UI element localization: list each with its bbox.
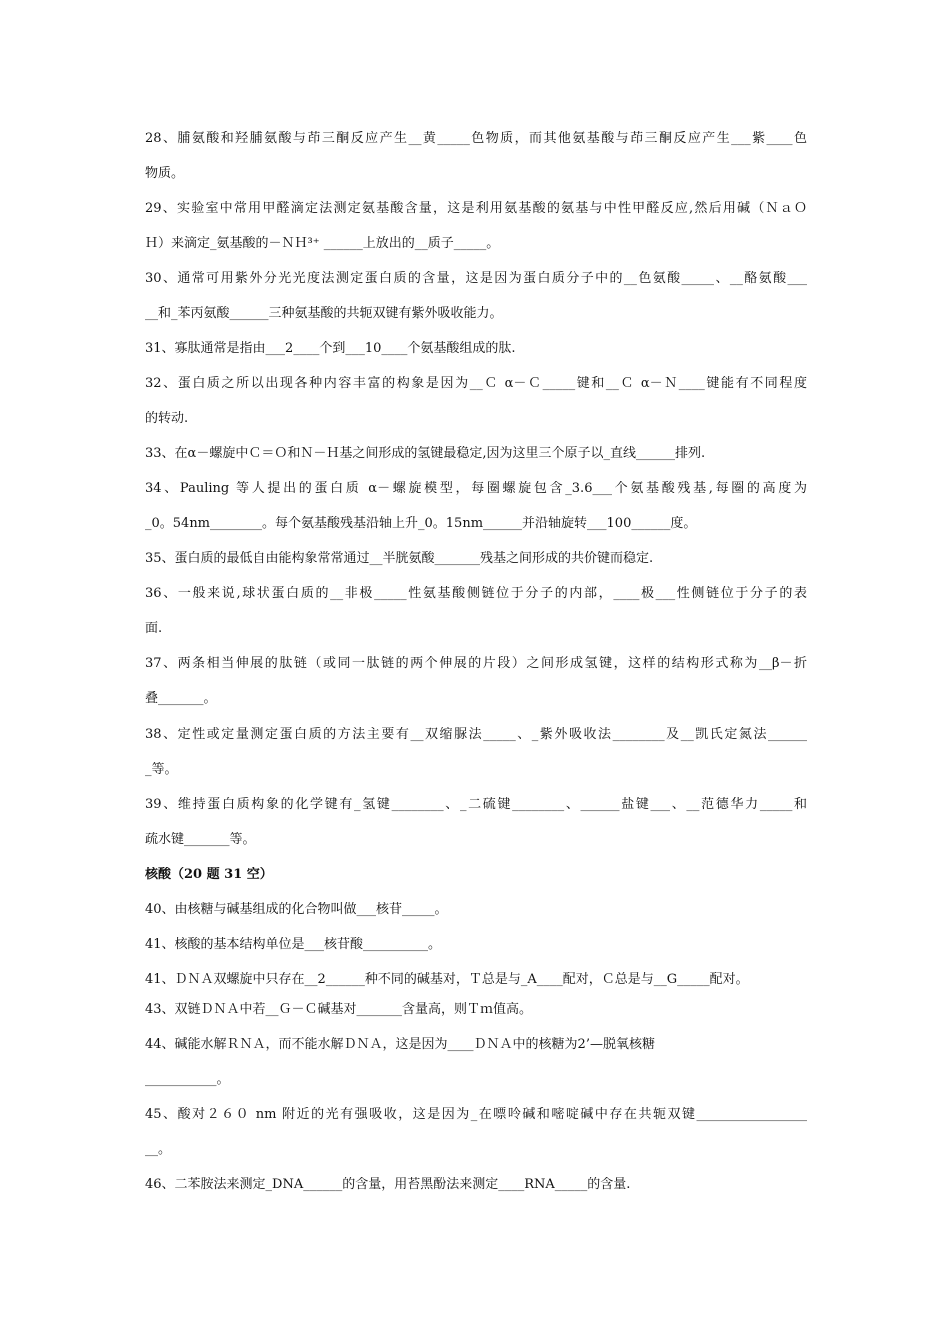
- question-38-line-1: 38、定性或定量测定蛋白质的方法主要有__双缩脲法_____、_紫外吸收法________及__凯氏定氮法______: [145, 727, 807, 742]
- question-28-line-1: 28、脯氨酸和羟脯氨酸与茚三酮反应产生__黄_____色物质，而其他氨基酸与茚三酮反应产生___紫____色: [145, 131, 807, 146]
- section-heading-nucleic-acid: 核酸（20 题 31 空）: [145, 867, 273, 882]
- question-34-line-1: 34、Pauling 等人提出的蛋白质 α－螺旋模型，每圈螺旋包含_3.6___个氨基酸残基,每圈的高度为: [145, 481, 807, 496]
- question-29-line-2: Ｈ）来滴定_氨基酸的－ＮＨ³⁺ ______上放出的__质子_____。: [145, 236, 500, 251]
- question-29-line-1: 29、实验室中常用甲醛滴定法测定氨基酸含量，这是利用氨基酸的氨基与中性甲醛反应,然后用碱（ＮａＯ: [145, 201, 807, 216]
- question-45-line-1: 45、酸对２６０ nm 附近的光有强吸收，这是因为_在嘌呤碱和嘧啶碱中存在共轭双键_________________: [145, 1107, 807, 1122]
- question-37-line-1: 37、两条相当伸展的肽链（或同一肽链的两个伸展的片段）之间形成氢键，这样的结构形式称为__β－折: [145, 656, 807, 671]
- question-39-line-2: 疏水键_______等。: [145, 832, 256, 847]
- question-32-line-2: 的转动.: [145, 411, 189, 426]
- question-45-line-2: __。: [145, 1142, 172, 1157]
- question-35-line: 35、蛋白质的最低自由能构象常常通过__半胱氨酸_______残基之间形成的共价键而稳定.: [145, 551, 654, 566]
- question-31-line: 31、寡肽通常是指由___2____个到___10____个氨基酸组成的肽.: [145, 341, 516, 356]
- question-36-line-2: 面.: [145, 621, 163, 636]
- question-44-line-2: ___________。: [145, 1072, 230, 1087]
- question-41-line: 41、核酸的基本结构单位是___核苷酸__________。: [145, 937, 442, 952]
- question-46-line: 46、二苯胺法来测定_DNA______的含量，用苔黑酚法来测定____RNA_____的含量.: [145, 1177, 631, 1192]
- question-34-line-2: _0。54nm________。每个氨基酸残基沿轴上升_0。15nm______并沿轴旋转___100______度。: [145, 516, 697, 531]
- question-38-line-2: _等。: [145, 762, 178, 777]
- question-37-line-2: 叠_______。: [145, 691, 217, 706]
- question-36-line-1: 36、一般来说,球状蛋白质的__非极_____性氨基酸侧链位于分子的内部，____极___性侧链位于分子的表: [145, 586, 807, 601]
- question-40-line: 40、由核糖与碱基组成的化合物叫做___核苷_____。: [145, 902, 448, 917]
- question-42-line: 41、ＤＮＡ双螺旋中只存在__2______种不同的碱基对，Ｔ总是与_A____配对，Ｃ总是与__G_____配对。: [145, 972, 749, 987]
- question-30-line-1: 30、通常可用紫外分光光度法测定蛋白质的含量，这是因为蛋白质分子中的__色氨酸_____、__酪氨酸___: [145, 271, 807, 286]
- question-32-line-1: 32、蛋白质之所以出现各种内容丰富的构象是因为__Ｃ α－Ｃ_____键和__Ｃ α－Ｎ____键能有不同程度: [145, 376, 807, 391]
- question-33-line: 33、在α－螺旋中Ｃ＝Ｏ和Ｎ－Ｈ基之间形成的氢键最稳定,因为这里三个原子以_直线______排列.: [145, 446, 706, 461]
- question-39-line-1: 39、维持蛋白质构象的化学键有_氢键________、_二硫键________、______盐键___、__范德华力_____和: [145, 797, 807, 812]
- question-43-line: 43、双链ＤＮＡ中若__Ｇ－Ｃ碱基对_______含量高，则Ｔｍ值高。: [145, 1002, 533, 1017]
- question-30-line-2: __和_苯丙氨酸______三种氨基酸的共轭双键有紫外吸收能力。: [145, 306, 503, 321]
- question-28-line-2: 物质。: [145, 166, 185, 181]
- question-44-line-1: 44、碱能水解ＲＮＡ，而不能水解ＤＮＡ，这是因为____ＤＮＡ中的核糖为2’—脱氧核糖: [145, 1037, 655, 1052]
